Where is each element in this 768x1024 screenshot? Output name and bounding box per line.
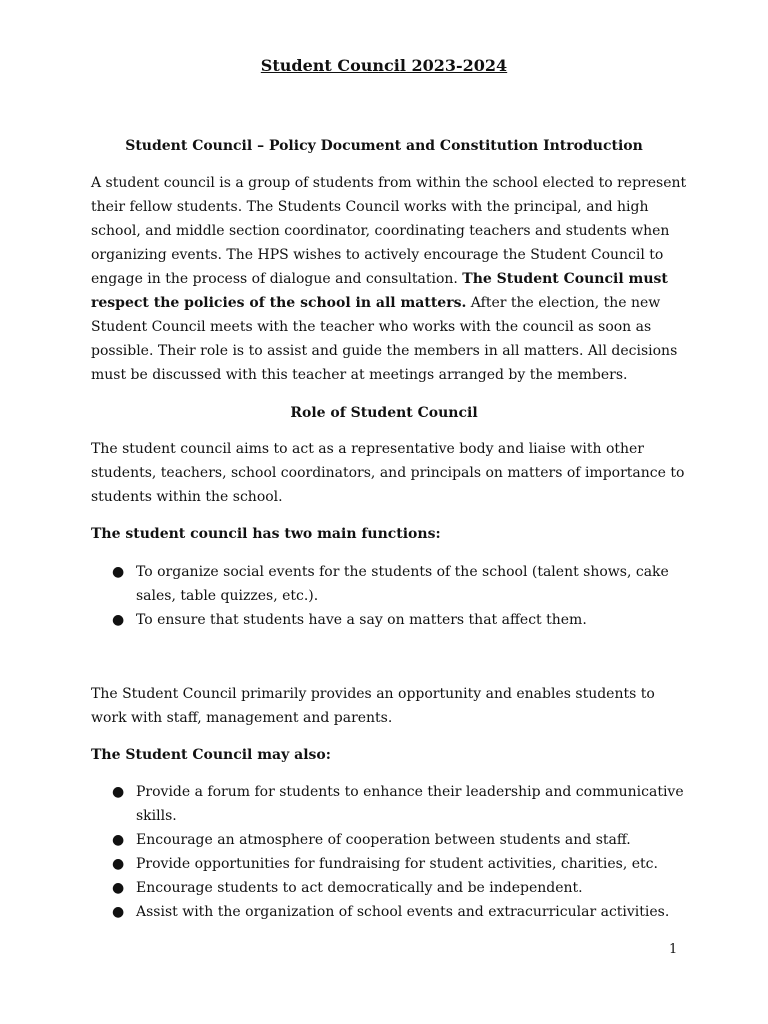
bullet-icon: ● — [112, 784, 125, 800]
functions-heading: The student council has two main functions: — [91, 526, 441, 542]
list-item — [91, 608, 691, 632]
may-also-heading: The Student Council may also: — [91, 747, 331, 763]
bullet-icon: ● — [112, 564, 125, 580]
intro-text-part2: After the election, the new Student Council meets with the teacher who works with the council as soon as possible. Their role is to assist and guide the members in all matters. All decisions must be discussed with this teacher at meetings arranged by the members. — [91, 295, 678, 383]
list-item — [91, 852, 691, 876]
list-item — [91, 876, 691, 900]
intro-text-part1: A student council is a group of students from within the school elected to represent their fellow students. The Students Council works with the principal, and high school, and middle section coordinator, coordinating teachers and students when organizing events. The HPS wishes to actively encourage the Student Council to engage in the process of dialogue and consultation. — [91, 175, 687, 287]
opportunity-paragraph: The Student Council primarily provides an opportunity and enables students to work with staff, management and parents. — [91, 686, 655, 726]
list-item-text: To ensure that students have a say on matters that affect them. — [136, 612, 587, 628]
list-item-text: Encourage an atmosphere of cooperation between students and staff. — [136, 832, 631, 848]
bullet-icon: ● — [112, 880, 125, 896]
bullet-icon: ● — [112, 832, 125, 848]
list-item — [91, 828, 691, 852]
page-number: 1 — [669, 942, 678, 957]
bullet-icon: ● — [112, 612, 125, 628]
intro-paragraph — [91, 171, 691, 387]
bullet-icon: ● — [112, 856, 125, 872]
list-item — [91, 560, 691, 608]
bullet-icon: ● — [112, 904, 125, 920]
section-heading: Student Council – Policy Document and Constitution Introduction — [125, 138, 643, 154]
may-also-list — [91, 780, 691, 924]
list-item-text: To organize social events for the students of the school (talent shows, cake sales, table quizzes, etc.). — [136, 564, 669, 604]
functions-list — [91, 560, 691, 632]
role-heading: Role of Student Council — [290, 405, 478, 421]
list-item — [91, 900, 691, 924]
list-item — [91, 780, 691, 828]
role-paragraph: The student council aims to act as a representative body and liaise with other students, teachers, school coordinators, and principals on matters of importance to students within the school. — [91, 441, 685, 505]
list-item-text: Provide a forum for students to enhance their leadership and communicative skills. — [136, 784, 684, 824]
intro-bold-text: The Student Council must respect the policies of the school in all matters. — [91, 271, 668, 311]
page-title: Student Council 2023-2024 — [260, 56, 508, 75]
list-item-text: Provide opportunities for fundraising for student activities, charities, etc. — [136, 856, 658, 872]
list-item-text: Encourage students to act democratically and be independent. — [136, 880, 583, 896]
list-item-text: Assist with the organization of school events and extracurricular activities. — [136, 904, 670, 920]
